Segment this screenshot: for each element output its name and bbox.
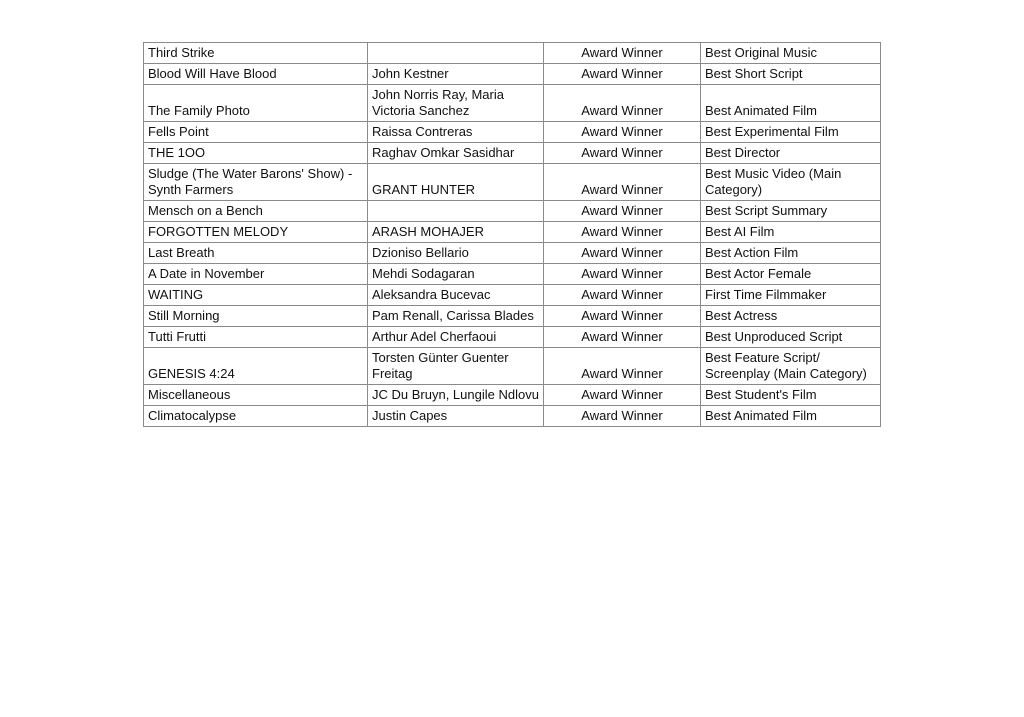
award-category-cell: Best Student's Film (701, 385, 881, 406)
table-row (144, 306, 881, 327)
award-category-cell: Best Animated Film (701, 85, 881, 122)
film-title-cell: Fells Point (144, 122, 368, 143)
film-title-cell: FORGOTTEN MELODY (144, 222, 368, 243)
film-title-cell: Blood Will Have Blood (144, 64, 368, 85)
award-category-cell: Best Short Script (701, 64, 881, 85)
credit-cell: John Norris Ray, Maria Victoria Sanchez (368, 85, 544, 122)
award-category-cell: Best Original Music (701, 43, 881, 64)
award-status-cell: Award Winner (544, 306, 701, 327)
award-category-cell: Best Actor Female (701, 264, 881, 285)
award-category-cell: Best Unproduced Script (701, 327, 881, 348)
award-status-cell: Award Winner (544, 222, 701, 243)
film-title-cell: WAITING (144, 285, 368, 306)
award-category-cell: Best Feature Script/ Screenplay (Main Category) (701, 348, 881, 385)
credit-cell: JC Du Bruyn, Lungile Ndlovu (368, 385, 544, 406)
award-category-cell: Best Experimental Film (701, 122, 881, 143)
award-status-cell: Award Winner (544, 64, 701, 85)
award-category-cell: Best Music Video (Main Category) (701, 164, 881, 201)
table-row (144, 327, 881, 348)
credit-cell (368, 43, 544, 64)
table-row (144, 164, 881, 201)
award-status-cell: Award Winner (544, 385, 701, 406)
film-title-cell: Tutti Frutti (144, 327, 368, 348)
award-status-cell: Award Winner (544, 285, 701, 306)
film-title-cell: Last Breath (144, 243, 368, 264)
award-status-cell: Award Winner (544, 43, 701, 64)
award-status-cell: Award Winner (544, 143, 701, 164)
table-row (144, 122, 881, 143)
table-row (144, 385, 881, 406)
award-category-cell: Best AI Film (701, 222, 881, 243)
credit-cell: Justin Capes (368, 406, 544, 427)
table-row (144, 85, 881, 122)
credit-cell: John Kestner (368, 64, 544, 85)
credit-cell: Dzioniso Bellario (368, 243, 544, 264)
table-row (144, 285, 881, 306)
film-title-cell: Miscellaneous (144, 385, 368, 406)
film-title-cell: The Family Photo (144, 85, 368, 122)
award-category-cell: Best Script Summary (701, 201, 881, 222)
award-category-cell: First Time Filmmaker (701, 285, 881, 306)
film-title-cell: THE 1OO (144, 143, 368, 164)
award-category-cell: Best Director (701, 143, 881, 164)
award-status-cell: Award Winner (544, 164, 701, 201)
award-status-cell: Award Winner (544, 406, 701, 427)
table-row (144, 43, 881, 64)
table-row (144, 348, 881, 385)
credit-cell: Mehdi Sodagaran (368, 264, 544, 285)
table-row (144, 64, 881, 85)
credit-cell: ARASH MOHAJER (368, 222, 544, 243)
awards-table-body (144, 43, 881, 427)
credit-cell: Raissa Contreras (368, 122, 544, 143)
film-title-cell: GENESIS 4:24 (144, 348, 368, 385)
award-status-cell: Award Winner (544, 122, 701, 143)
award-status-cell: Award Winner (544, 327, 701, 348)
table-row (144, 201, 881, 222)
table-row (144, 143, 881, 164)
credit-cell: Aleksandra Bucevac (368, 285, 544, 306)
film-title-cell: A Date in November (144, 264, 368, 285)
award-status-cell: Award Winner (544, 85, 701, 122)
table-row (144, 222, 881, 243)
table-row (144, 243, 881, 264)
credit-cell: GRANT HUNTER (368, 164, 544, 201)
table-row (144, 406, 881, 427)
awards-table (143, 42, 881, 427)
award-category-cell: Best Animated Film (701, 406, 881, 427)
award-category-cell: Best Actress (701, 306, 881, 327)
film-title-cell: Still Morning (144, 306, 368, 327)
table-row (144, 264, 881, 285)
credit-cell: Raghav Omkar Sasidhar (368, 143, 544, 164)
film-title-cell: Sludge (The Water Barons' Show) - Synth Farmers (144, 164, 368, 201)
credit-cell (368, 201, 544, 222)
award-status-cell: Award Winner (544, 264, 701, 285)
film-title-cell: Third Strike (144, 43, 368, 64)
credit-cell: Arthur Adel Cherfaoui (368, 327, 544, 348)
film-title-cell: Climatocalypse (144, 406, 368, 427)
award-status-cell: Award Winner (544, 348, 701, 385)
credit-cell: Pam Renall, Carissa Blades (368, 306, 544, 327)
award-category-cell: Best Action Film (701, 243, 881, 264)
film-title-cell: Mensch on a Bench (144, 201, 368, 222)
credit-cell: Torsten Günter Guenter Freitag (368, 348, 544, 385)
award-status-cell: Award Winner (544, 243, 701, 264)
award-status-cell: Award Winner (544, 201, 701, 222)
